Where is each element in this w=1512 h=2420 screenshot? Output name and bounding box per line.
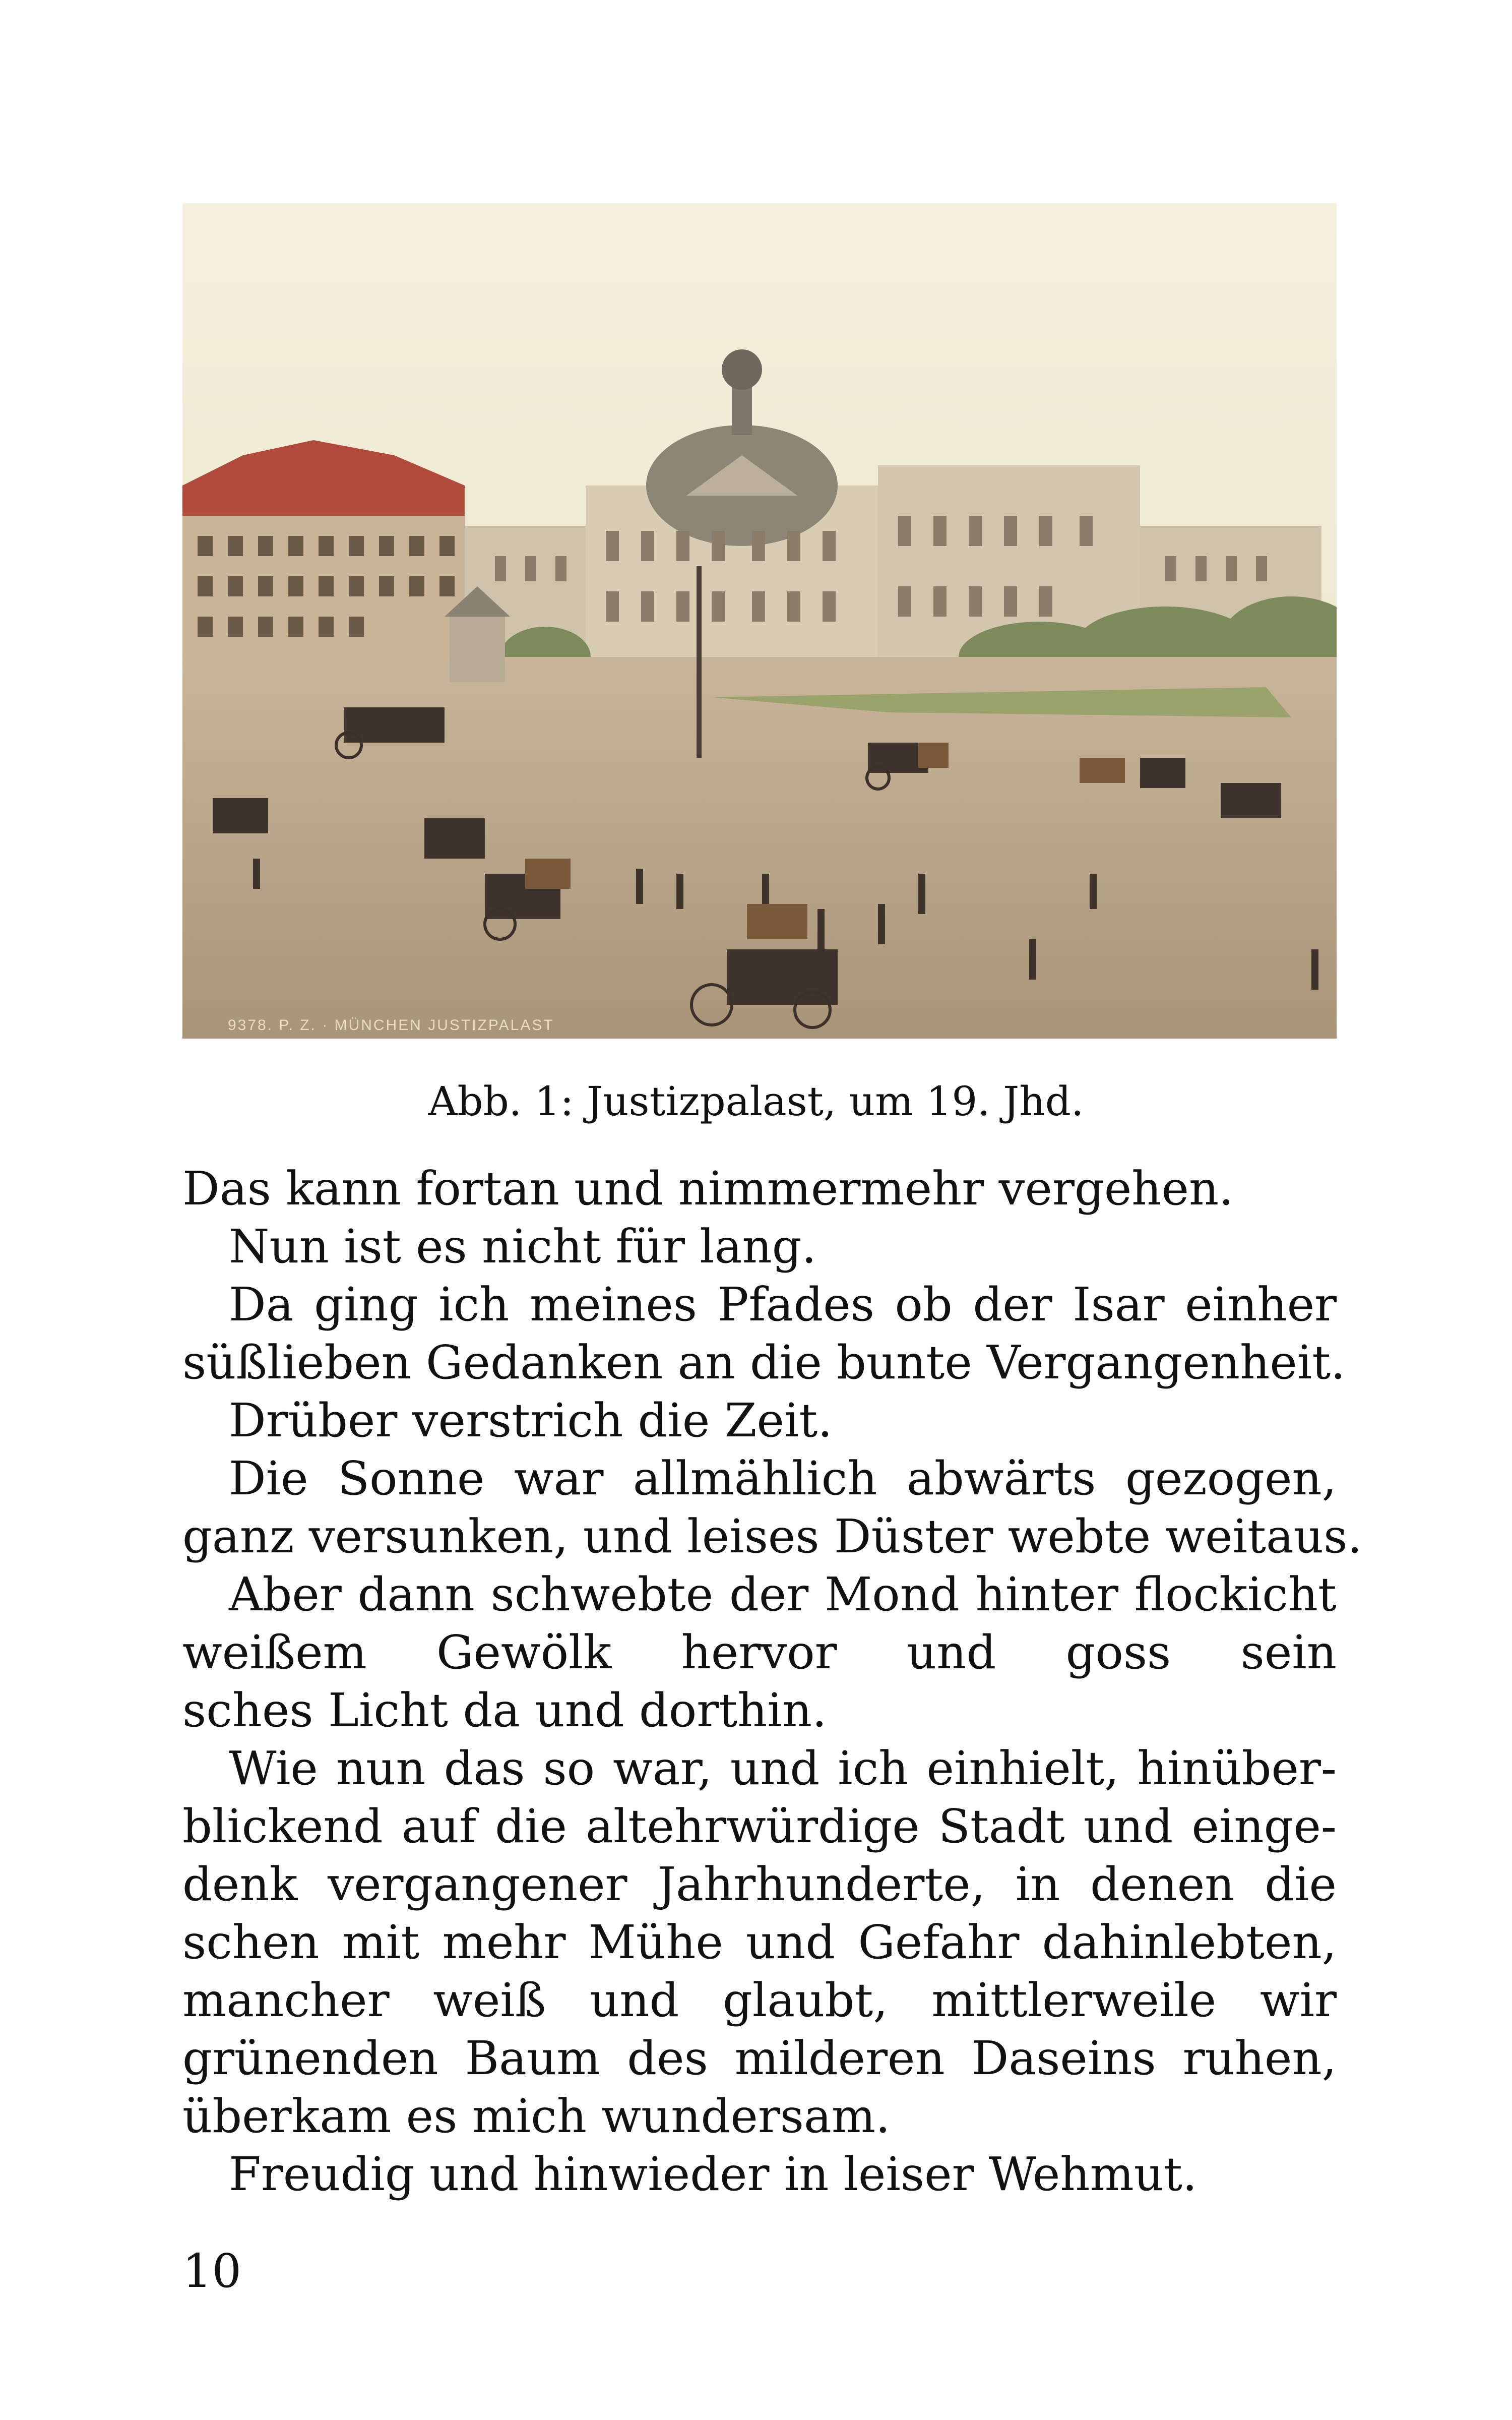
text-line: süßlieben Gedanken an die bunte Vergangenheit.: [182, 1336, 1346, 1389]
text-line: Das kann fortan und nimmermehr vergehen.: [182, 1162, 1234, 1216]
text-line: mancher weiß und glaubt, mittlerweile wir: [182, 1973, 1337, 2027]
figure-photo-justizpalast: [182, 203, 1337, 1039]
text-line: grünenden Baum des milderen Daseins ruhen,: [182, 2031, 1337, 2085]
text-line: Nun ist es nicht für lang.: [229, 1220, 816, 1274]
page-number: 10: [182, 2244, 242, 2298]
figure-caption: Abb. 1: Justizpalast, um 19. Jhd.: [428, 1078, 1084, 1125]
text-line: Die Sonne war allmählich abwärts gezogen,: [229, 1451, 1337, 1505]
text-line: Wie nun das so war, und ich einhielt, hinüber-: [229, 1741, 1337, 1795]
text-line: ganz versunken, und leises Düster webte weitaus.: [182, 1509, 1362, 1563]
text-line: blickend auf die altehrwürdige Stadt und einge-: [182, 1799, 1337, 1853]
text-line: denk vergangener Jahrhunderte, in denen die: [182, 1857, 1337, 1911]
text-line: weißem Gewölk hervor und goss sein: [182, 1625, 1337, 1679]
text-line: schen mit mehr Mühe und Gefahr dahinlebten,: [182, 1915, 1337, 1969]
text-line: Aber dann schwebte der Mond hinter flockicht: [229, 1567, 1337, 1621]
body-text: [182, 1160, 1362, 2203]
text-line: Freudig und hinwieder in leiser Wehmut.: [229, 2147, 1198, 2201]
text-line: Da ging ich meines Pfades ob der Isar einher: [229, 1278, 1337, 1332]
text-line: sches Licht da und dorthin.: [182, 1683, 827, 1737]
photo-imprint: 9378. P. Z. · MÜNCHEN JUSTIZPALAST: [228, 1017, 554, 1034]
text-line: Drüber verstrich die Zeit.: [229, 1394, 833, 1447]
text-line: überkam es mich wundersam.: [182, 2089, 891, 2143]
